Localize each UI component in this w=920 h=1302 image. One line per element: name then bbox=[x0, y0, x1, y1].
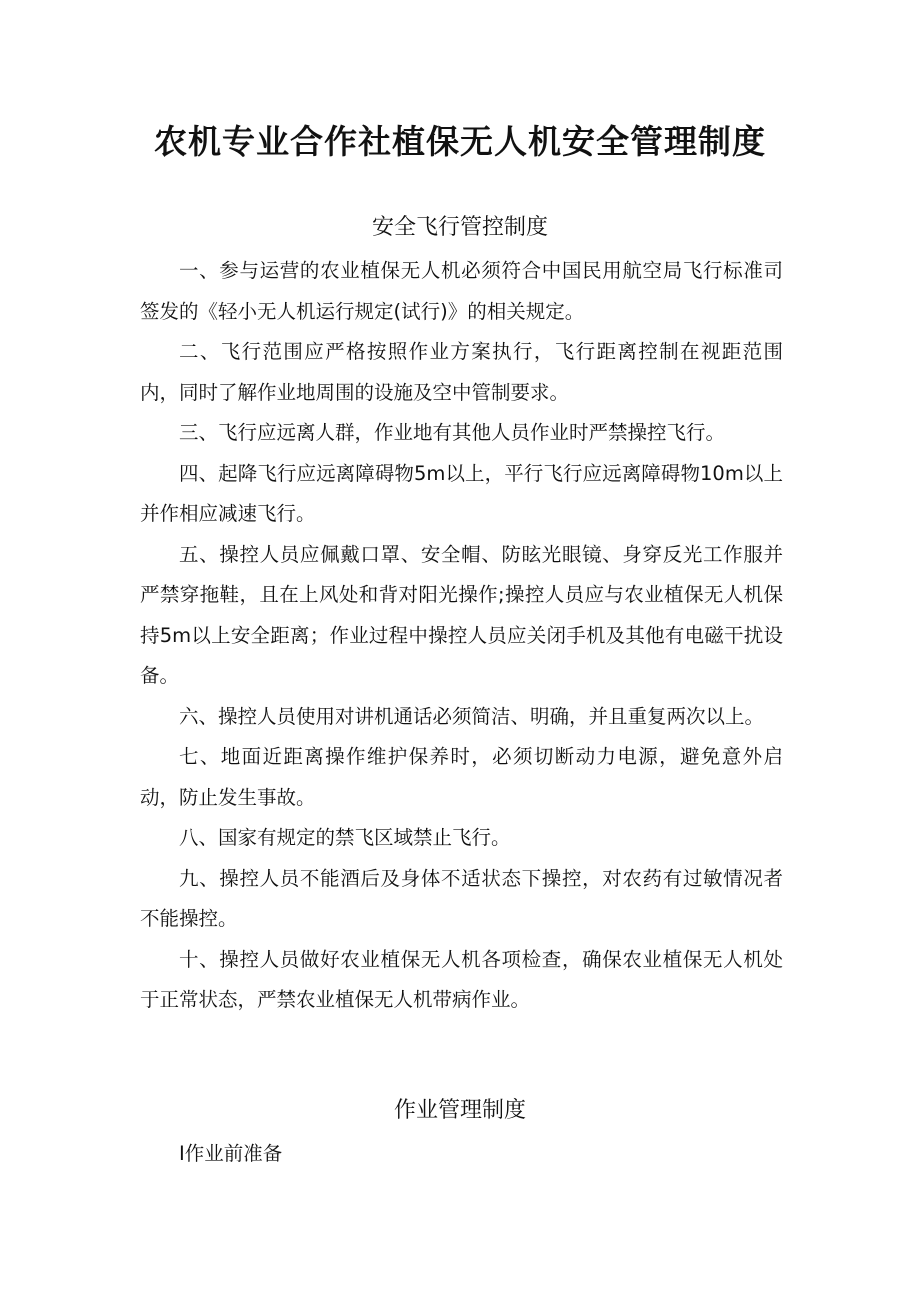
subsection-heading: I作业前准备 bbox=[179, 1142, 283, 1165]
paragraph: 九、操控人员不能酒后及身体不适状态下操控，对农药有过敏情况者不能操控。 bbox=[140, 866, 783, 930]
paragraph: 八、国家有规定的禁飞区域禁止飞行。 bbox=[179, 826, 511, 849]
paragraph: 六、操控人员使用对讲机通话必须简洁、明确，并且重复两次以上。 bbox=[179, 704, 765, 728]
paragraph: 三、飞行应远离人群，作业地有其他人员作业时严禁操控飞行。 bbox=[179, 421, 726, 444]
paragraph: 七、地面近距离操作维护保养时，必须切断动力电源，避免意外启动，防止发生事故。 bbox=[140, 745, 783, 809]
paragraph: 十、操控人员做好农业植保无人机各项检查，确保农业植保无人机处于正常状态，严禁农业植保无人机带病作业。 bbox=[140, 947, 783, 1011]
paragraph: 五、操控人员应佩戴口罩、安全帽、防眩光眼镜、身穿反光工作服并严禁穿拖鞋，且在上风处和背对阳光操作;操控人员应与农业植保无人机保持5m以上安全距离；作业过程中操控人员应关闭手机及其他有电磁干扰设备。 bbox=[140, 542, 783, 687]
paragraph: 一、参与运营的农业植保无人机必须符合中国民用航空局飞行标准司签发的《轻小无人机运行规定(试行)》的相关规定。 bbox=[140, 259, 783, 323]
section-heading-flight-safety: 安全飞行管控制度 bbox=[371, 215, 548, 240]
document-title: 农机专业合作社植保无人机安全管理制度 bbox=[154, 122, 766, 161]
section-heading-operation-management: 作业管理制度 bbox=[393, 1098, 526, 1123]
section-body-operation-management bbox=[140, 1134, 783, 1175]
section-body-flight-safety bbox=[140, 251, 783, 1021]
paragraph: 二、飞行范围应严格按照作业方案执行，飞行距离控制在视距范围内，同时了解作业地周围的设施及空中管制要求。 bbox=[140, 340, 783, 404]
paragraph: 四、起降飞行应远离障碍物5m以上，平行飞行应远离障碍物10m以上并作相应减速飞行。 bbox=[140, 461, 783, 525]
